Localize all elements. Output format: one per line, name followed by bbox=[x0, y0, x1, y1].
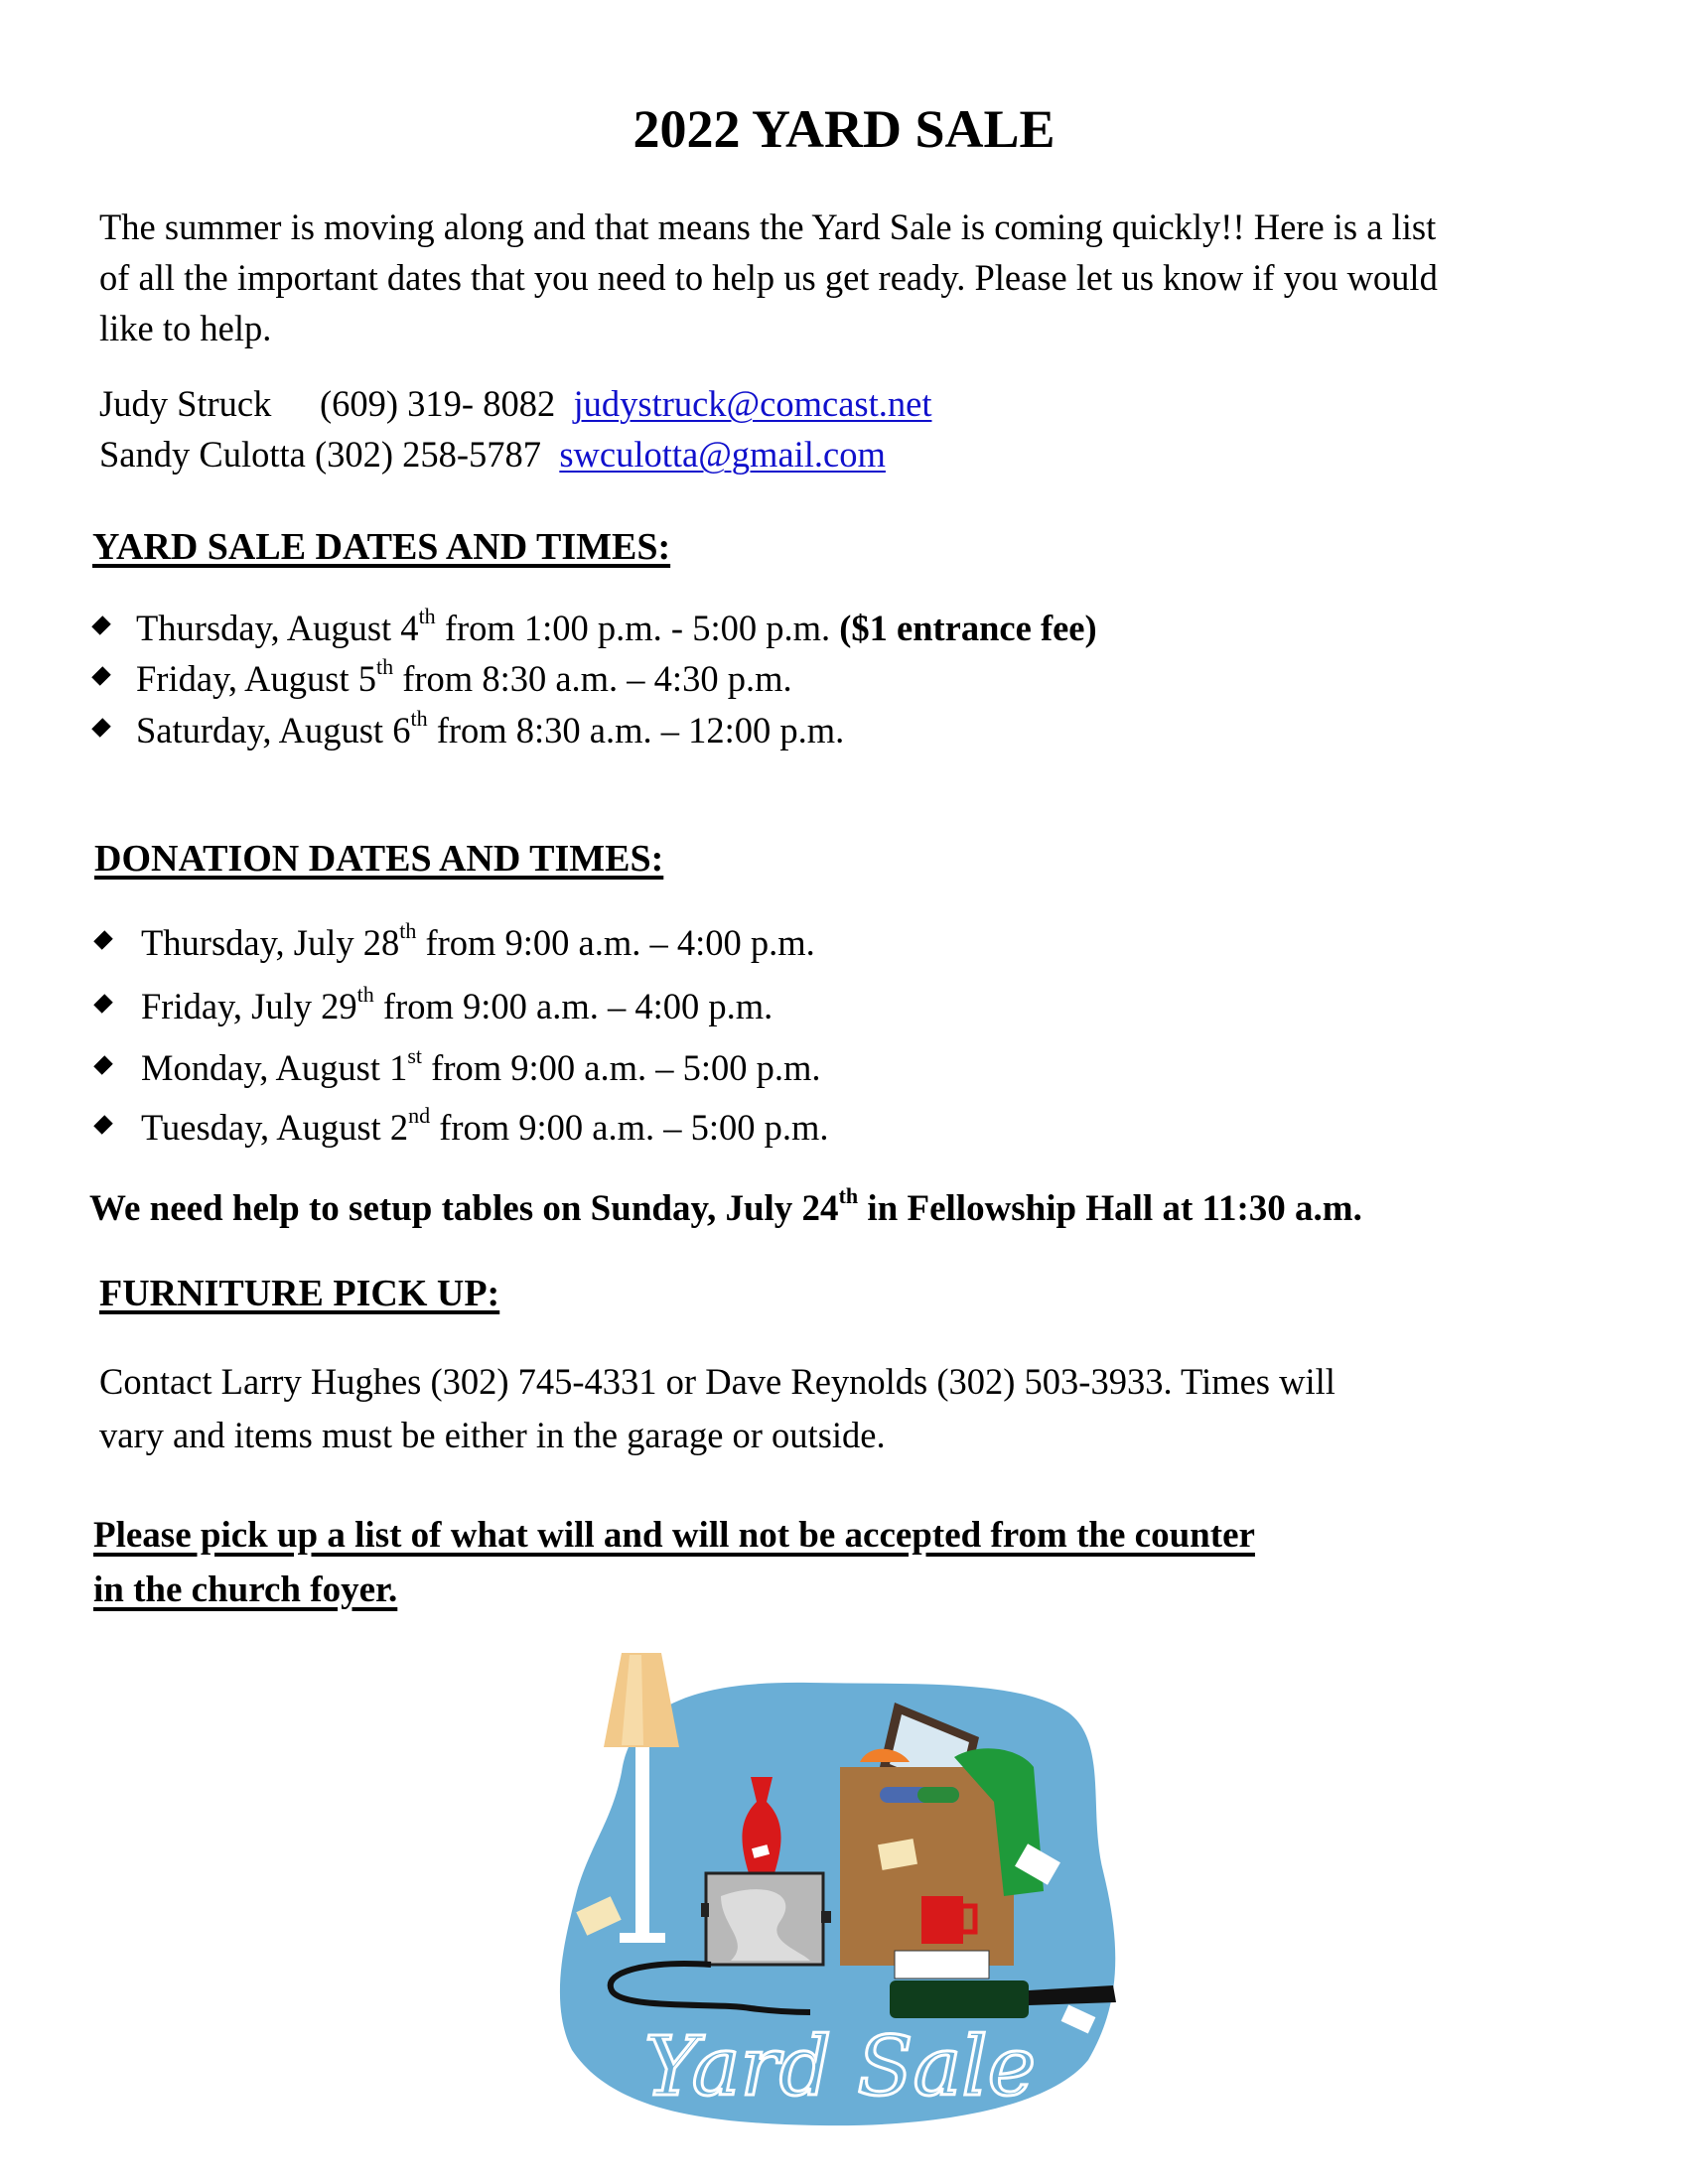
date-time: from 9:00 a.m. – 4:00 p.m. bbox=[416, 922, 815, 963]
diamond-bullet-icon bbox=[93, 930, 113, 950]
date-day: Thursday, July 28 bbox=[141, 922, 400, 963]
date-suffix: th bbox=[376, 653, 394, 679]
furniture-line: vary and items must be either in the garage or outside. bbox=[99, 1415, 886, 1455]
diamond-bullet-icon bbox=[93, 1055, 113, 1075]
yard-sale-script-caption: Yard Sale bbox=[643, 2020, 1037, 2115]
diamond-bullet-icon bbox=[91, 666, 111, 686]
donation-date-item bbox=[97, 981, 1587, 1029]
date-suffix: th bbox=[410, 705, 428, 731]
setup-notice-text: We need help to setup tables on Sunday, July 24 bbox=[89, 1188, 839, 1229]
contact-name: Sandy Culotta bbox=[99, 434, 306, 475]
contact-email-link[interactable]: judystruck@comcast.net bbox=[573, 383, 932, 424]
date-day: Tuesday, August 2 bbox=[141, 1107, 409, 1148]
yard-sale-date-item bbox=[95, 653, 1585, 702]
pickup-list-notice: in the church foyer. bbox=[93, 1570, 398, 1610]
donation-heading: DONATION DATES AND TIMES: bbox=[94, 838, 664, 880]
page-title: 2022 YARD SALE bbox=[633, 99, 1055, 159]
date-suffix: th bbox=[399, 917, 417, 943]
date-day: Friday, July 29 bbox=[141, 986, 357, 1026]
diamond-bullet-icon bbox=[91, 615, 111, 635]
intro-line: The summer is moving along and that means the Yard Sale is coming quickly!! Here is a list bbox=[99, 206, 1437, 247]
date-time: from 1:00 p.m. - 5:00 p.m. bbox=[435, 608, 840, 648]
setup-notice-suffix: th bbox=[838, 1182, 859, 1208]
date-day: Friday, August 5 bbox=[136, 658, 376, 699]
intro-line: of all the important dates that you need to help us get ready. Please let us know if you would bbox=[99, 257, 1438, 298]
date-day: Monday, August 1 bbox=[141, 1047, 408, 1088]
intro-line: like to help. bbox=[99, 308, 272, 348]
yard-sale-date-item bbox=[95, 603, 1585, 651]
date-day: Thursday, August 4 bbox=[136, 608, 419, 648]
date-time: from 9:00 a.m. – 5:00 p.m. bbox=[430, 1107, 829, 1148]
furniture-line: Contact Larry Hughes (302) 745-4331 or Dave Reynolds (302) 503-3933. Times will bbox=[99, 1361, 1336, 1402]
date-time: from 8:30 a.m. – 4:30 p.m. bbox=[393, 658, 792, 699]
contact-row bbox=[99, 429, 886, 479]
date-suffix: th bbox=[418, 603, 436, 628]
setup-notice bbox=[89, 1182, 1362, 1232]
diamond-bullet-icon bbox=[93, 994, 113, 1014]
donation-date-item bbox=[97, 1042, 1587, 1091]
pickup-list-notice: Please pick up a list of what will and will not be accepted from the counter bbox=[93, 1515, 1255, 1556]
donation-date-item bbox=[97, 917, 1587, 966]
donation-date-item bbox=[97, 1102, 1587, 1151]
diamond-bullet-icon bbox=[91, 718, 111, 738]
yard-sale-date-item bbox=[95, 705, 1585, 753]
contact-phone: (609) 319- 8082 bbox=[320, 383, 556, 424]
contact-phone: (302) 258-5787 bbox=[314, 434, 542, 475]
furniture-heading: FURNITURE PICK UP: bbox=[99, 1273, 500, 1314]
contact-row bbox=[99, 378, 931, 429]
entrance-fee-note: ($1 entrance fee) bbox=[839, 608, 1097, 648]
contact-email-link[interactable]: swculotta@gmail.com bbox=[559, 434, 886, 475]
diamond-bullet-icon bbox=[93, 1115, 113, 1135]
date-suffix: st bbox=[407, 1042, 423, 1068]
date-time: from 9:00 a.m. – 4:00 p.m. bbox=[373, 986, 774, 1026]
yard-sale-heading: YARD SALE DATES AND TIMES: bbox=[92, 526, 671, 568]
date-time: from 8:30 a.m. – 12:00 p.m. bbox=[427, 710, 845, 751]
date-suffix: nd bbox=[408, 1102, 431, 1128]
setup-notice-text: in Fellowship Hall at 11:30 a.m. bbox=[858, 1188, 1362, 1229]
date-suffix: th bbox=[356, 981, 374, 1007]
contact-name: Judy Struck bbox=[99, 383, 272, 424]
date-day: Saturday, August 6 bbox=[136, 710, 411, 751]
yard-sale-clipart bbox=[552, 1643, 1120, 2131]
date-time: from 9:00 a.m. – 5:00 p.m. bbox=[422, 1047, 821, 1088]
